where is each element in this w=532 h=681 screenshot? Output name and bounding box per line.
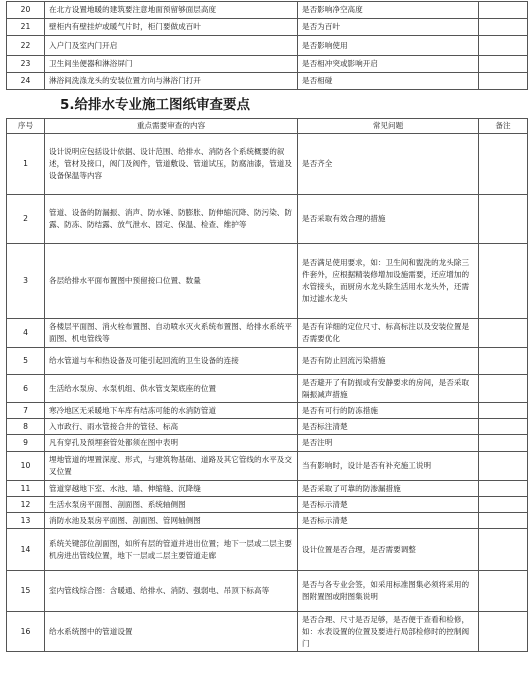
row-number: 24 — [7, 73, 45, 90]
table-row — [7, 36, 528, 56]
common-issue: 是否标注清楚 — [298, 419, 479, 435]
common-issue: 是否合理、尺寸是否足够，是否便于查看和检修，如：水表设置的位置及要进行局部检修时的控制阀门 — [298, 612, 479, 652]
table-row — [7, 73, 528, 90]
header-number: 序号 — [7, 119, 45, 134]
remark-cell — [479, 56, 528, 73]
remark-cell — [479, 348, 528, 375]
common-issue: 是否有详细的定位尺寸、标高标注以及安装位置是否需要优化 — [298, 319, 479, 348]
remark-cell — [479, 612, 528, 652]
table-row — [7, 134, 528, 195]
common-issue: 是否与各专业会签，如采用标准图集必须将采用的图附置图或附图集说明 — [298, 571, 479, 612]
common-issue: 是否影响使用 — [298, 36, 479, 56]
review-item: 给水系统图中的管道设置 — [45, 612, 298, 652]
common-issue: 是否避开了有防振或有安静要求的房间，是否采取隔振减声措施 — [298, 375, 479, 403]
remark-cell — [479, 195, 528, 244]
header-review-item: 重点需要审查的内容 — [45, 119, 298, 134]
table-row — [7, 481, 528, 497]
remark-cell — [479, 19, 528, 36]
section-title: 5.给排水专业施工图纸审查要点 — [60, 97, 251, 113]
remark-cell — [479, 36, 528, 56]
table-row — [7, 2, 528, 19]
row-number: 22 — [7, 36, 45, 56]
review-item: 管道、设备的防漏振、消声、防水锤、防膨胀、防伸缩沉降、防污染、防露、防冻、防结露、放气泄水、固定、保温、检查、维护等 — [45, 195, 298, 244]
header-common-issue: 常见问题 — [298, 119, 479, 134]
row-number: 13 — [7, 513, 45, 529]
row-number: 23 — [7, 56, 45, 73]
remark-cell — [479, 73, 528, 90]
review-item: 生活水泵房平面图、剖面图、系统轴侧图 — [45, 497, 298, 513]
remark-cell — [479, 529, 528, 571]
remark-cell — [479, 513, 528, 529]
common-issue: 是否为百叶 — [298, 19, 479, 36]
review-item: 室内管线综合图：含暖通、给排水、消防、强弱电、吊顶下标高等 — [45, 571, 298, 612]
table-row — [7, 513, 528, 529]
row-number: 3 — [7, 244, 45, 319]
review-item: 壁柜内有壁挂炉或暖气片时，柜门要做成百叶 — [45, 19, 298, 36]
table-row — [7, 419, 528, 435]
table-row — [7, 244, 528, 319]
remark-cell — [479, 2, 528, 19]
table-row — [7, 19, 528, 36]
review-item: 淋浴间洗涤龙头的安装位置方向与淋浴门打开 — [45, 73, 298, 90]
remark-cell — [479, 375, 528, 403]
remark-cell — [479, 481, 528, 497]
table-row — [7, 195, 528, 244]
header-remark: 备注 — [479, 119, 528, 134]
row-number: 11 — [7, 481, 45, 497]
common-issue: 当有影响时，设计是否有补充施工说明 — [298, 452, 479, 481]
table-row — [7, 319, 528, 348]
table-row — [7, 375, 528, 403]
row-number: 21 — [7, 19, 45, 36]
row-number: 2 — [7, 195, 45, 244]
row-number: 14 — [7, 529, 45, 571]
table-row — [7, 529, 528, 571]
table-row — [7, 403, 528, 419]
row-number: 12 — [7, 497, 45, 513]
review-item: 系统关键部位剖面图，如所有层的管道并进出位置；地下一层或二层主要机房进出管线位置，地下一层或二层主要管道走廊 — [45, 529, 298, 571]
row-number: 20 — [7, 2, 45, 19]
remark-cell — [479, 134, 528, 195]
common-issue: 是否影响净空高度 — [298, 2, 479, 19]
remark-cell — [479, 319, 528, 348]
previous-checklist-table — [6, 1, 528, 90]
row-number: 5 — [7, 348, 45, 375]
review-item: 消防水池及泵房平面图、剖面图、管网轴侧图 — [45, 513, 298, 529]
remark-cell — [479, 497, 528, 513]
table-row — [7, 571, 528, 612]
review-item: 各楼层平面图、消火栓布置图、自动喷水灭火系统布置图、给排水系统平面图、机电管线等 — [45, 319, 298, 348]
review-item: 管道穿越地下室、水池、墙、伸缩缝、沉降缝 — [45, 481, 298, 497]
row-number: 10 — [7, 452, 45, 481]
remark-cell — [479, 452, 528, 481]
row-number: 1 — [7, 134, 45, 195]
common-issue: 是否相碰 — [298, 73, 479, 90]
review-item: 各层给排水平面布置图中预留接口位置、数量 — [45, 244, 298, 319]
review-item: 寒冷地区无采暖地下车库有结冻可能的水消防管道 — [45, 403, 298, 419]
common-issue: 是否采取了可靠的防渗漏措施 — [298, 481, 479, 497]
row-number: 7 — [7, 403, 45, 419]
row-number: 16 — [7, 612, 45, 652]
row-number: 4 — [7, 319, 45, 348]
remark-cell — [479, 403, 528, 419]
common-issue: 是否齐全 — [298, 134, 479, 195]
review-item: 给水管道与车和热设备及可能引起回流的卫生设备的连接 — [45, 348, 298, 375]
common-issue: 是否标示清楚 — [298, 513, 479, 529]
common-issue: 是否有防止回流污染措施 — [298, 348, 479, 375]
table-row — [7, 435, 528, 452]
remark-cell — [479, 435, 528, 452]
row-number: 6 — [7, 375, 45, 403]
review-item: 凡有穿孔及预埋套管处都须在图中表明 — [45, 435, 298, 452]
table-row — [7, 56, 528, 73]
common-issue: 是否采取有效合理的措施 — [298, 195, 479, 244]
review-item: 入户门及室内门开启 — [45, 36, 298, 56]
table-row — [7, 612, 528, 652]
review-item: 卫生间坐便器和淋浴屏门 — [45, 56, 298, 73]
table-header-row — [7, 119, 528, 134]
remark-cell — [479, 571, 528, 612]
row-number: 8 — [7, 419, 45, 435]
remark-cell — [479, 419, 528, 435]
common-issue: 是否注明 — [298, 435, 479, 452]
review-item: 入市政行、雨水管接合井的管径、标高 — [45, 419, 298, 435]
review-item: 设计说明应包括设计依据、设计范围、给排水、消防各个系统概要的叙述，管材及接口，阀门及阀件，管道敷设、管道试压，防腐油漆，管道及设备保温等内容 — [45, 134, 298, 195]
water-supply-review-table — [6, 118, 528, 652]
common-issue: 是否满足使用要求，如：卫生间和盥洗的龙头除三件套外，应根据精装修增加设施需要，还应增加的水管接头，而厨房水龙头除生活用水龙头外，还需加过滤水龙头 — [298, 244, 479, 319]
table-row — [7, 497, 528, 513]
row-number: 9 — [7, 435, 45, 452]
review-item: 在北方设置地暖的建筑要注意地面预留够面层高度 — [45, 2, 298, 19]
review-item: 生活给水泵房、水泵机组、供水管支架底座的位置 — [45, 375, 298, 403]
common-issue: 是否标示清楚 — [298, 497, 479, 513]
remark-cell — [479, 244, 528, 319]
common-issue: 设计位置是否合理，是否需要调整 — [298, 529, 479, 571]
review-item: 埋地管道的埋置深度、形式，与建筑物基础、道路及其它管线的水平及交叉位置 — [45, 452, 298, 481]
common-issue: 是否相冲突或影响开启 — [298, 56, 479, 73]
table-row — [7, 348, 528, 375]
common-issue: 是否有可行的防冻措施 — [298, 403, 479, 419]
table-row — [7, 452, 528, 481]
row-number: 15 — [7, 571, 45, 612]
